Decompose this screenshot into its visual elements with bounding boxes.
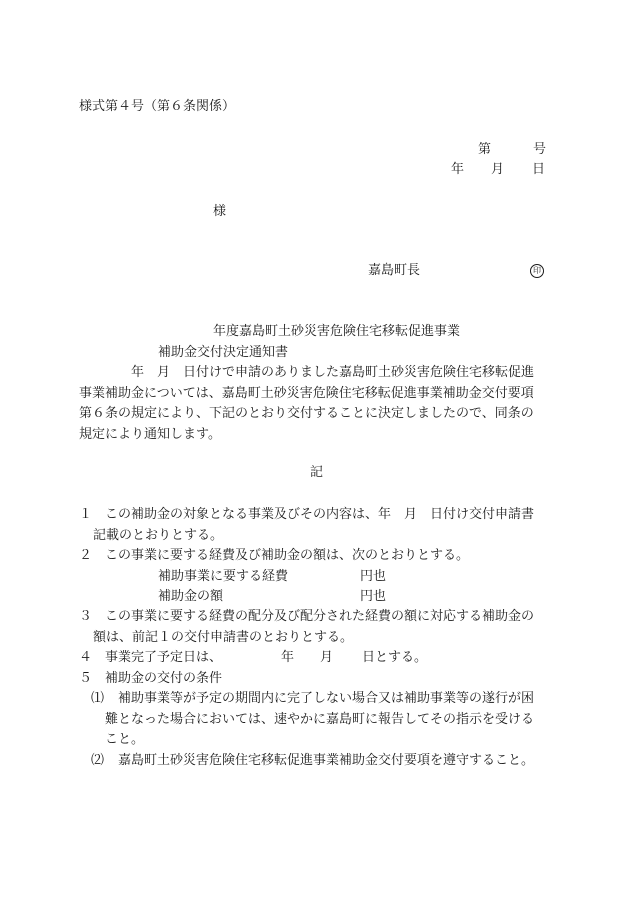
condition-2-number: ⑵ <box>91 753 105 768</box>
body-line-3: 第６条の規定により、下記のとおり交付することに決定しましたので、同条の <box>79 406 534 421</box>
seal-icon: 印 <box>530 264 544 278</box>
item-3-line-2: 額は、前記１の交付申請書のとおりとする。 <box>93 630 354 645</box>
form-label: 様式第４号（第６条関係） <box>79 99 236 114</box>
condition-1-line-2: 難となった場合においては、速やかに嘉島町に報告してその指示を受ける <box>105 712 535 727</box>
item-3-line-1: ３ この事業に要する経費の配分及び配分された経費の額に対応する補助金の <box>79 609 535 624</box>
doc-number-dai: 第 <box>478 142 492 157</box>
doc-number-go: 号 <box>533 142 547 157</box>
condition-1-line-1: 補助事業等が予定の期間内に完了しない場合又は補助事業等の遂行が困 <box>118 691 535 706</box>
condition-2-text: 嘉島町土砂災害危険住宅移転促進事業補助金交付要項を遵守すること。 <box>118 753 535 768</box>
ki-heading: 記 <box>310 465 324 480</box>
addressee-sama: 様 <box>213 204 227 219</box>
item-1-line-1: １ この補助金の対象となる事業及びその内容は、年 月 日付け交付申請書 <box>79 507 535 522</box>
title-line-1: 年度嘉島町土砂災害危険住宅移転促進事業 <box>213 324 461 339</box>
date-day: 日 <box>532 162 546 177</box>
grant-label: 補助金の額 <box>158 589 224 604</box>
condition-1-line-3: こと。 <box>105 732 145 747</box>
item-1-line-2: 記載のとおりとする。 <box>93 528 224 543</box>
body-line-1: 年 月 日付けで申請のありました嘉島町土砂災害危険住宅移転促進 <box>131 365 535 380</box>
item-4-month: 月 <box>320 650 334 665</box>
grant-unit: 円也 <box>360 589 387 604</box>
date-month: 月 <box>491 162 505 177</box>
item-2: ２ この事業に要する経費及び補助金の額は、次のとおりとする。 <box>79 548 470 563</box>
title-line-2: 補助金交付決定通知書 <box>158 345 289 360</box>
body-line-4: 規定により通知します。 <box>79 427 221 442</box>
item-4-prefix: ４ 事業完了予定日は、 <box>79 650 223 665</box>
item-4-day: 日とする。 <box>362 650 428 665</box>
issuer-name: 嘉島町長 <box>368 263 421 278</box>
cost-label: 補助事業に要する経費 <box>158 569 289 584</box>
date-year: 年 <box>451 162 465 177</box>
item-5: ５ 補助金の交付の条件 <box>79 671 223 686</box>
item-4-year: 年 <box>281 650 295 665</box>
condition-1-number: ⑴ <box>91 691 105 706</box>
body-line-2: 事業補助金については、嘉島町土砂災害危険住宅移転促進事業補助金交付要項 <box>79 386 534 401</box>
cost-unit: 円也 <box>360 569 387 584</box>
